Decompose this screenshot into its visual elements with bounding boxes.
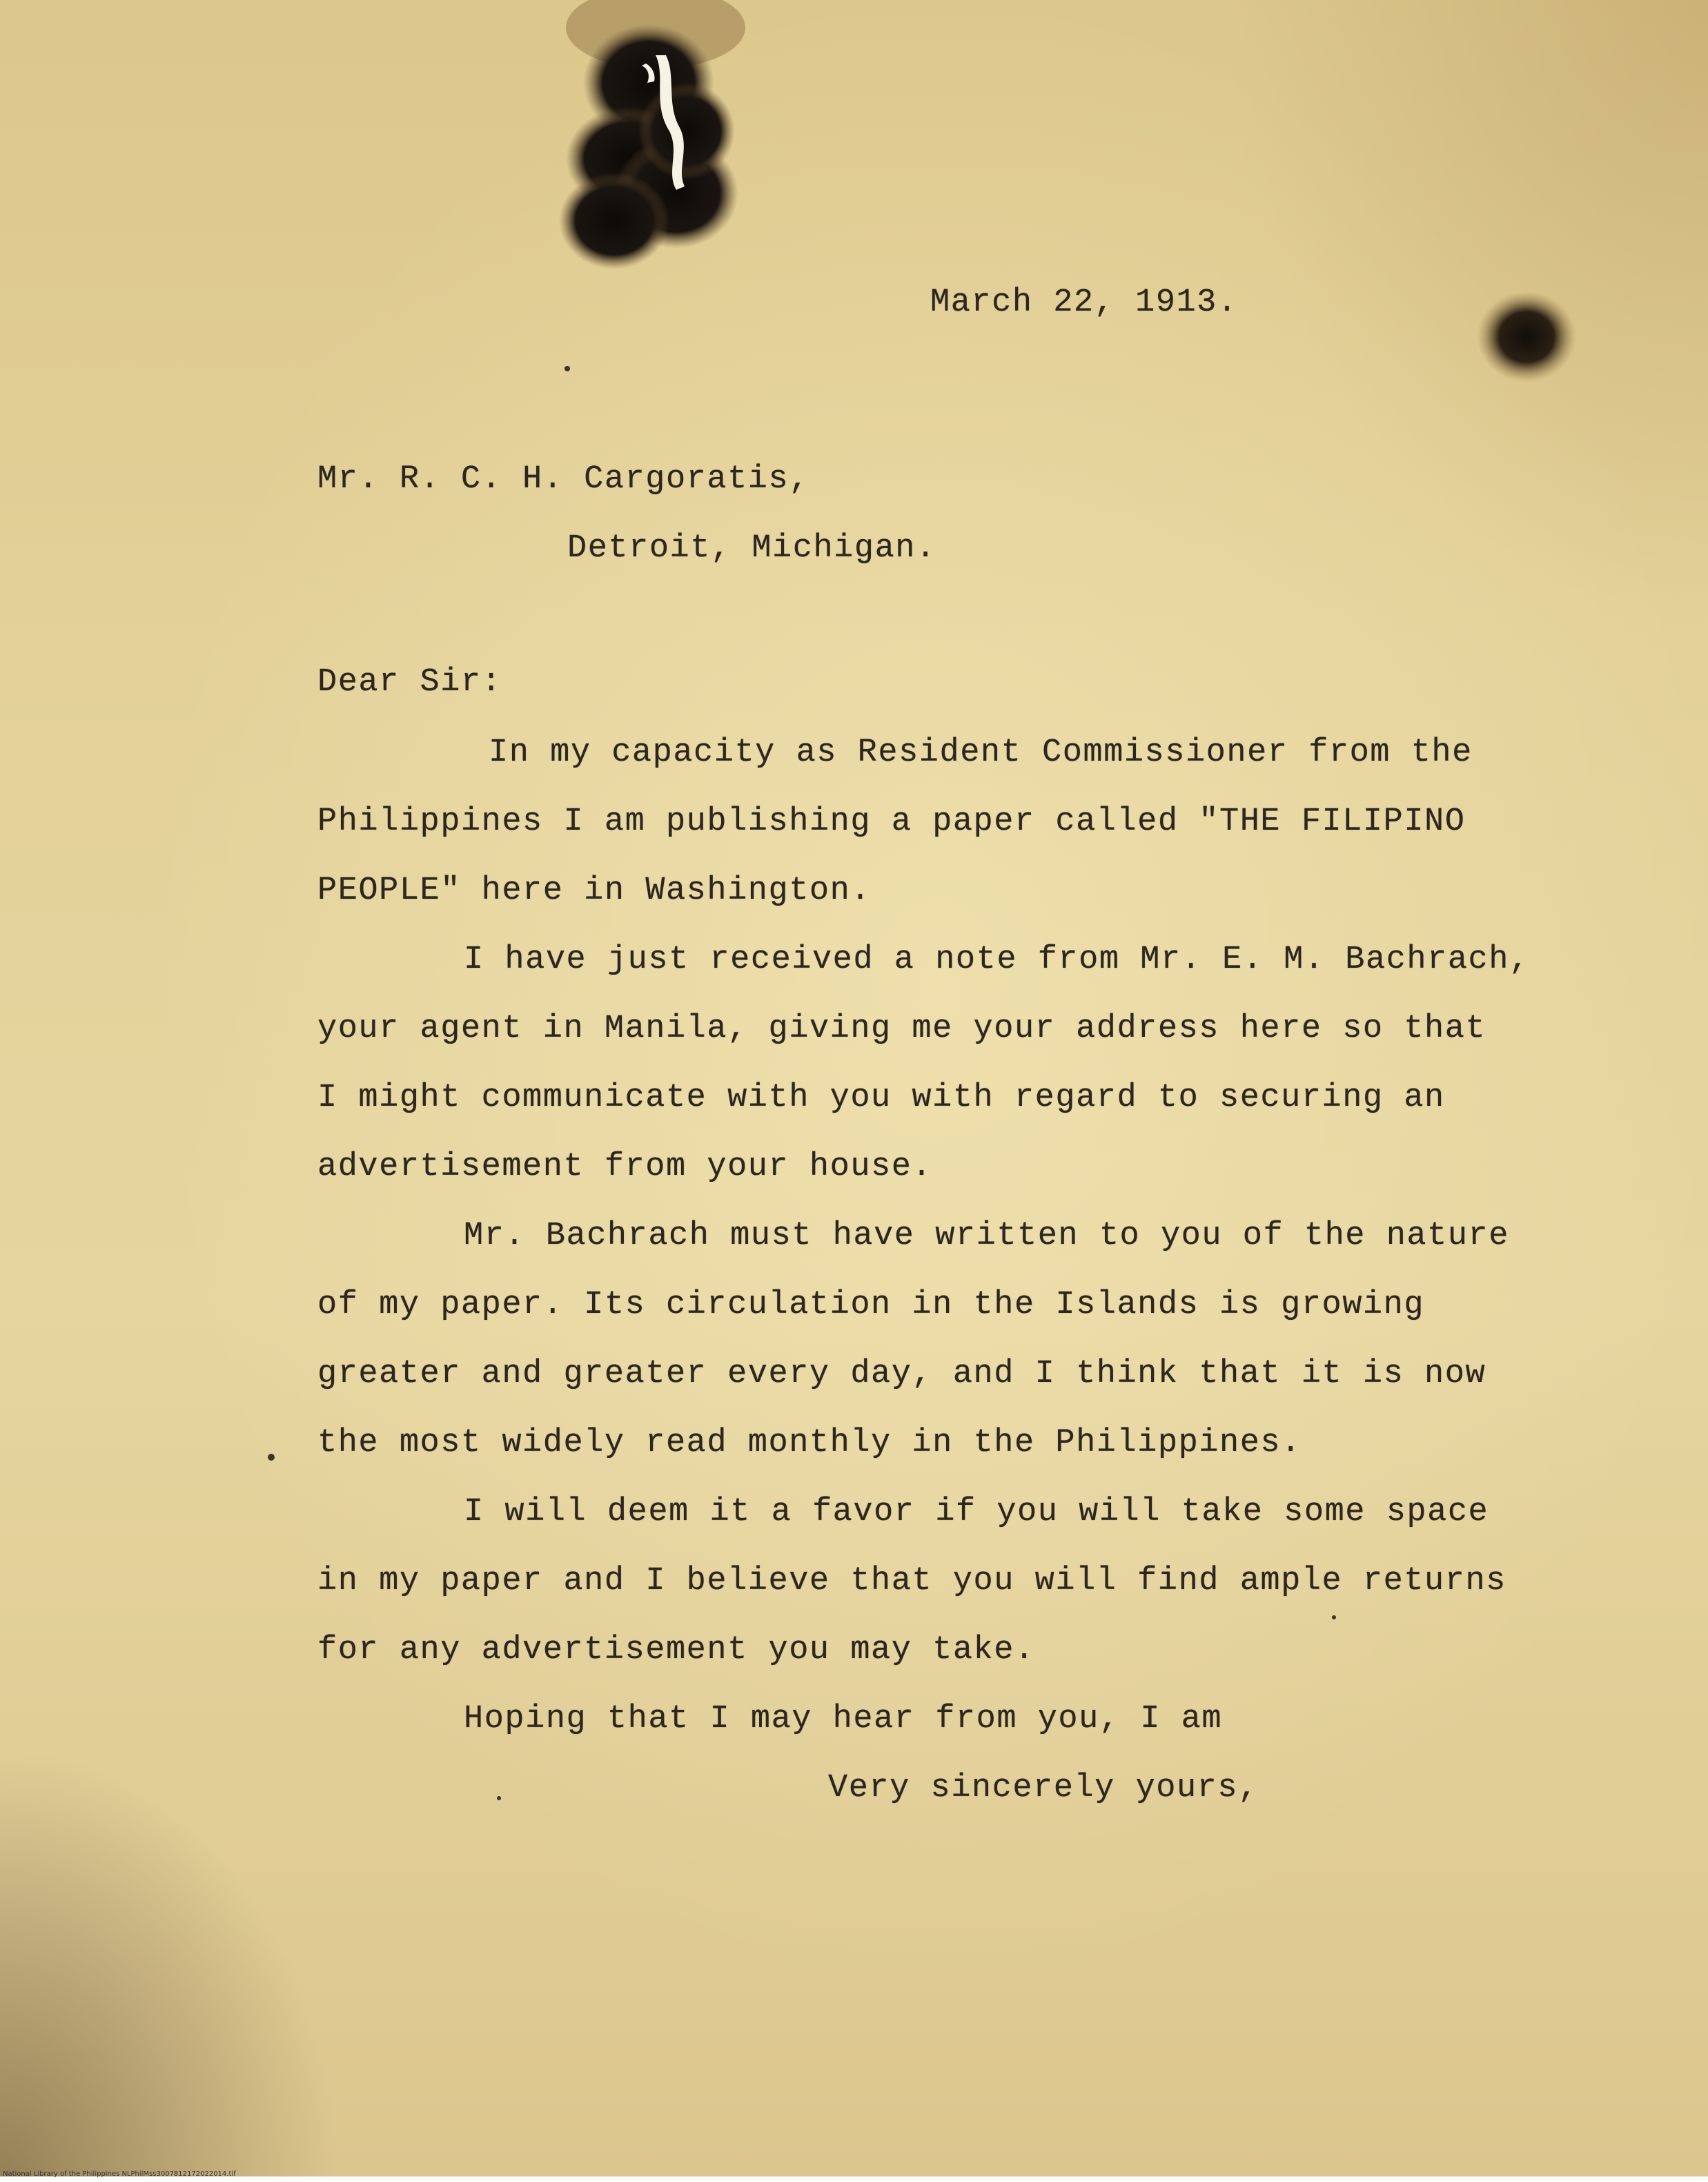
closing: Very sincerely yours,: [828, 1770, 1259, 1806]
body-line: Philippines I am publishing a paper called "THE FILIPINO: [317, 803, 1466, 840]
body-line: for any advertisement you may take.: [317, 1632, 1035, 1668]
body-line: I have just received a note from Mr. E. M. Bachrach,: [464, 942, 1530, 978]
body-line: in my paper and I believe that you will find ample returns: [317, 1563, 1506, 1599]
body-line: advertisement from your house.: [317, 1149, 933, 1185]
ink-speck: [268, 1454, 275, 1461]
recipient-name: Mr. R. C. H. Cargoratis,: [317, 461, 809, 498]
body-line: I might communicate with you with regard to securing an: [317, 1080, 1445, 1116]
body-line: I will deem it a favor if you will take some space: [464, 1494, 1489, 1530]
body-line: the most widely read monthly in the Philippines.: [317, 1425, 1302, 1461]
ink-speck: [565, 366, 570, 371]
recipient-location: Detroit, Michigan.: [567, 530, 936, 567]
scan-edge: [0, 2176, 1708, 2182]
body-line: your agent in Manila, giving me your address here so that: [317, 1011, 1486, 1047]
ink-speck: [1332, 1615, 1336, 1619]
body-line: PEOPLE" here in Washington.: [317, 873, 872, 909]
burn-mark-top: [538, 0, 773, 290]
letter-date: March 22, 1913.: [930, 284, 1238, 321]
body-line: In my capacity as Resident Commissioner from the: [489, 734, 1473, 771]
body-line: Hoping that I may hear from you, I am: [464, 1701, 1223, 1737]
body-line: of my paper. Its circulation in the Islands is growing: [317, 1287, 1425, 1323]
body-line: greater and greater every day, and I think that it is now: [317, 1356, 1486, 1392]
burn-mark-right: [1470, 283, 1580, 387]
salutation: Dear Sir:: [317, 664, 502, 701]
ink-speck: [497, 1796, 501, 1800]
archive-label: National Library of the Philippines NLPhilMss3007812172022014.tif: [3, 2170, 236, 2178]
body-line: Mr. Bachrach must have written to you of the nature: [464, 1218, 1509, 1254]
